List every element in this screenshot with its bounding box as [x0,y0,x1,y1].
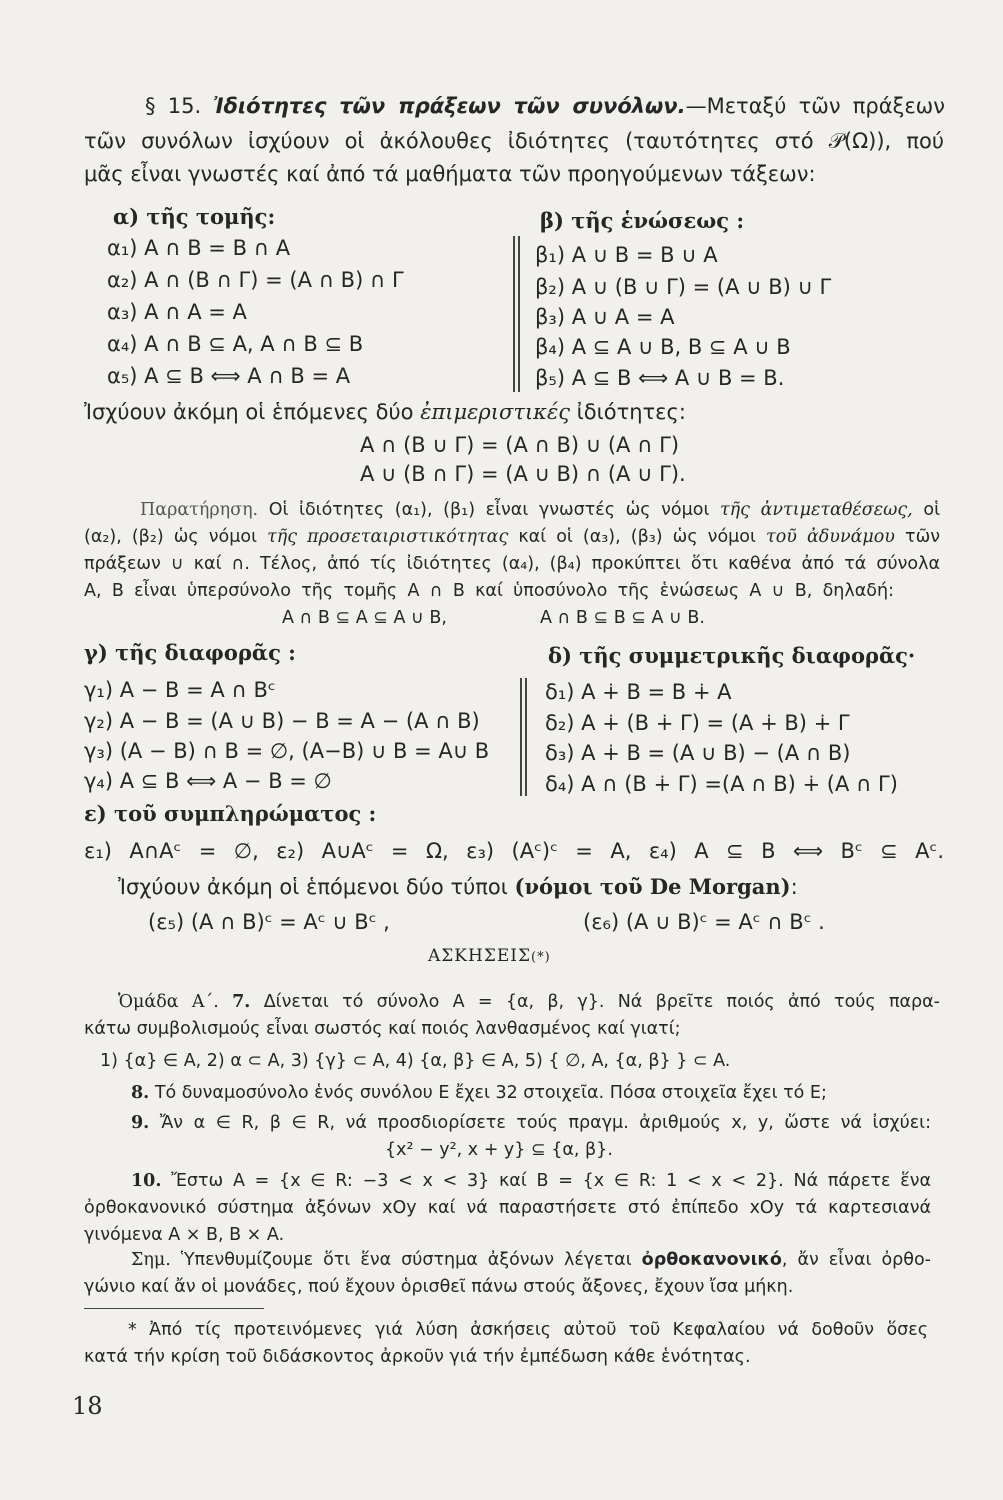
property-item: δ₂) A ∔ (B ∔ Γ) = (A ∔ B) ∔ Γ [545,711,850,735]
exercise-line: κάτω συμβολισμούς εἶναι σωστός καί ποιός λανθασμένος καί γιατί; [84,1019,681,1039]
section-intro-line: τῶν συνόλων ἰσχύουν οἱ ἀκόλουθες ἰδιότητες (ταυτότητες στό 𝒫(Ω)), πού [84,129,944,153]
remark-line: A, B εἶναι ὑπερσύνολο τῆς τομῆς A ∩ B καί ὑποσύνολο τῆς ἑνώσεως A ∪ B, δηλαδή: [84,581,894,601]
property-item: β₄) A ⊆ A ∪ B, B ⊆ A ∪ B [535,335,791,359]
section-heading [145,94,945,119]
remark-formula: A ∩ B ⊆ B ⊆ A ∪ B. [540,608,705,628]
property-item: α₁) A ∩ B = B ∩ A [107,236,291,260]
distributive-formula: A ∩ (B ∪ Γ) = (A ∩ B) ∪ (A ∩ Γ) [360,433,680,457]
difference-header: γ) τῆς διαφορᾶς : [84,640,296,665]
section-intro-line: μᾶς εἶναι γνωστές καί ἀπό τά μαθήματα τῶν προηγούμενων τάξεων: [84,162,816,186]
property-item: γ₄) A ⊆ B ⟺ A − B = ∅ [84,769,332,793]
exercise-10: 10. Ἔστω A = {x ∈ R: −3 < x < 3} καί B = {x ∈ R: 1 < x < 2}. Νά πάρετε ἕνα [131,1171,931,1191]
distributive-intro: Ἰσχύουν ἀκόμη οἱ ἑπόμενες δύο ἐπιμεριστικές ἰδιότητες: [84,400,686,424]
exercise-9: 9. Ἄν α ∈ R, β ∈ R, νά προσδιορίσετε τούς πραγμ. ἀριθμούς x, y, ὥστε νά ἰσχύει: [131,1113,931,1133]
complement-header: ε) τοῦ συμπληρώματος : [84,801,377,826]
exercise-number: 9. [131,1113,150,1133]
property-item: α₂) A ∩ (B ∩ Γ) = (A ∩ B) ∩ Γ [107,268,404,292]
remark-line: πράξεων ∪ καί ∩. Τέλος, ἀπό τίς ἰδιότητες (α₄), (β₄) προκύπτει ὅτι καθένα ἀπό τά σύνολα [84,554,940,574]
property-item: γ₁) A − B = A ∩ Bᶜ [84,678,276,702]
property-item: δ₃) A ∔ B = (A ∪ B) − (A ∩ B) [545,741,851,765]
column-divider [525,678,527,796]
union-header: β) τῆς ἑνώσεως : [540,208,745,233]
demorgan-formula: (ε₅) (A ∩ B)ᶜ = Aᶜ ∪ Bᶜ , [148,910,390,934]
remark-line: Παρατήρηση. Οἱ ἰδιότητες (α₁), (β₁) εἶναι γνωστές ὡς νόμοι τῆς ἀντιμεταθέσεως, οἱ [140,500,940,520]
group-label: Ὁμάδα Α΄. [118,992,219,1012]
exercise-number: 10. [131,1171,162,1191]
section-title: Ἰδιότητες τῶν πράξεων τῶν συνόλων. [213,94,686,118]
exercise-line: ὀρθοκανονικό σύστημα ἀξόνων xOy καί νά παραστήσετε στό ἐπίπεδο xOy τά καρτεσιανά [84,1198,931,1218]
distributive-term: ἐπιμεριστικές [420,400,570,424]
exercise-8: 8. Τό δυναμοσύνολο ἑνός συνόλου E ἔχει 32 στοιχεῖα. Πόσα στοιχεῖα ἔχει τό E; [131,1083,827,1103]
symmetric-header: δ) τῆς συμμετρικῆς διαφορᾶς· [548,643,916,668]
property-item: β₂) A ∪ (B ∪ Γ) = (A ∪ B) ∪ Γ [535,275,832,299]
property-item: δ₄) A ∩ (B ∔ Γ) =(A ∩ B) ∔ (A ∩ Γ) [545,772,898,796]
column-divider [520,678,522,796]
section-intro: —Μεταξύ τῶν πράξεων [685,94,945,118]
exercise-line: γώνιο καί ἄν οἱ μονάδες, πού ἔχουν ὁρισθεῖ πάνω στούς ἄξονες, ἔχουν ἴσα μήκη. [84,1277,794,1297]
demorgan-intro: Ἰσχύουν ἀκόμη οἱ ἑπόμενοι δύο τύποι (νόμοι τοῦ De Morgan): [118,874,798,899]
property-item: δ₁) A ∔ B = B ∔ A [545,680,732,704]
footnote-rule [84,1308,264,1309]
note-term: ὀρθοκανονικό [641,1250,782,1270]
footnote-line: * Ἀπό τίς προτεινόμενες γιά λύση ἀσκήσεις αὐτοῦ τοῦ Κεφαλαίου νά δοθοῦν ὅσες [128,1320,928,1340]
column-divider [518,236,520,392]
exercise-number: 7. [232,992,251,1012]
footnote-line: κατά τήν κρίση τοῦ διδάσκοντος ἀρκοῦν γιά τήν ἐμπέδωση κάθε ἑνότητας. [84,1347,751,1367]
remark-label: Παρατήρηση. [140,500,259,520]
exercise-line: γινόμενα A × B, B × A. [84,1225,285,1245]
property-item: γ₃) (A − B) ∩ B = ∅, (A−B) ∪ B = A∪ B [84,739,490,763]
property-item: α₃) A ∩ A = A [107,300,247,324]
property-item: α₅) A ⊆ B ⟺ A ∩ B = A [107,364,351,388]
property-item: α₄) A ∩ B ⊆ A, A ∩ B ⊆ B [107,332,364,356]
exercise-options: 1) {α} ∈ A, 2) α ⊂ A, 3) {γ} ⊂ A, 4) {α, β} ∈ A, 5) { ∅, A, {α, β} } ⊂ A. [100,1051,731,1071]
demorgan-name: (νόμοι τοῦ De Morgan) [514,874,791,899]
property-item: β₃) A ∪ A = A [535,305,675,329]
exercise-formula: {x² − y², x + y} ⊆ {α, β}. [385,1140,613,1160]
property-item: β₅) A ⊆ B ⟺ A ∪ B = B. [535,366,785,390]
property-item: β₁) A ∪ B = B ∪ A [535,243,718,267]
demorgan-formula: (ε₆) (A ∪ B)ᶜ = Aᶜ ∩ Bᶜ . [583,910,825,934]
exercise-number: 8. [131,1083,150,1103]
note-label: Σημ. [131,1250,171,1270]
column-divider [513,236,515,392]
intersection-header: α) τῆς τομῆς: [113,204,276,229]
distributive-formula: A ∪ (B ∩ Γ) = (A ∪ B) ∩ (A ∪ Γ). [360,462,686,486]
remark-line: (α₂), (β₂) ὡς νόμοι τῆς προσεταιριστικότητας καί οἱ (α₃), (β₃) ὡς νόμοι τοῦ ἀδυνάμου τῶν [84,527,940,547]
section-number: § 15. [145,94,202,118]
page-number: 18 [72,1392,103,1420]
exercises-title: ΑΣΚΗΣΕΙΣ(*) [428,946,551,966]
exercise-note: Σημ. Ὑπενθυμίζουμε ὅτι ἕνα σύστημα ἀξόνων λέγεται ὀρθοκανονικό, ἄν εἶναι ὀρθο- [131,1250,931,1270]
complement-line: ε₁) A∩Aᶜ = ∅, ε₂) A∪Aᶜ = Ω, ε₃) (Aᶜ)ᶜ = A, ε₄) A ⊆ B ⟺ Bᶜ ⊆ Aᶜ. [84,839,944,863]
property-item: γ₂) A − B = (A ∪ B) − B = A − (A ∩ B) [84,709,480,733]
remark-formula: A ∩ B ⊆ A ⊆ A ∪ B, [282,608,447,628]
exercise-7: Ὁμάδα Α΄. 7. Δίνεται τό σύνολο A = {α, β, γ}. Νά βρεῖτε ποιός ἀπό τούς παρα- [118,992,940,1012]
